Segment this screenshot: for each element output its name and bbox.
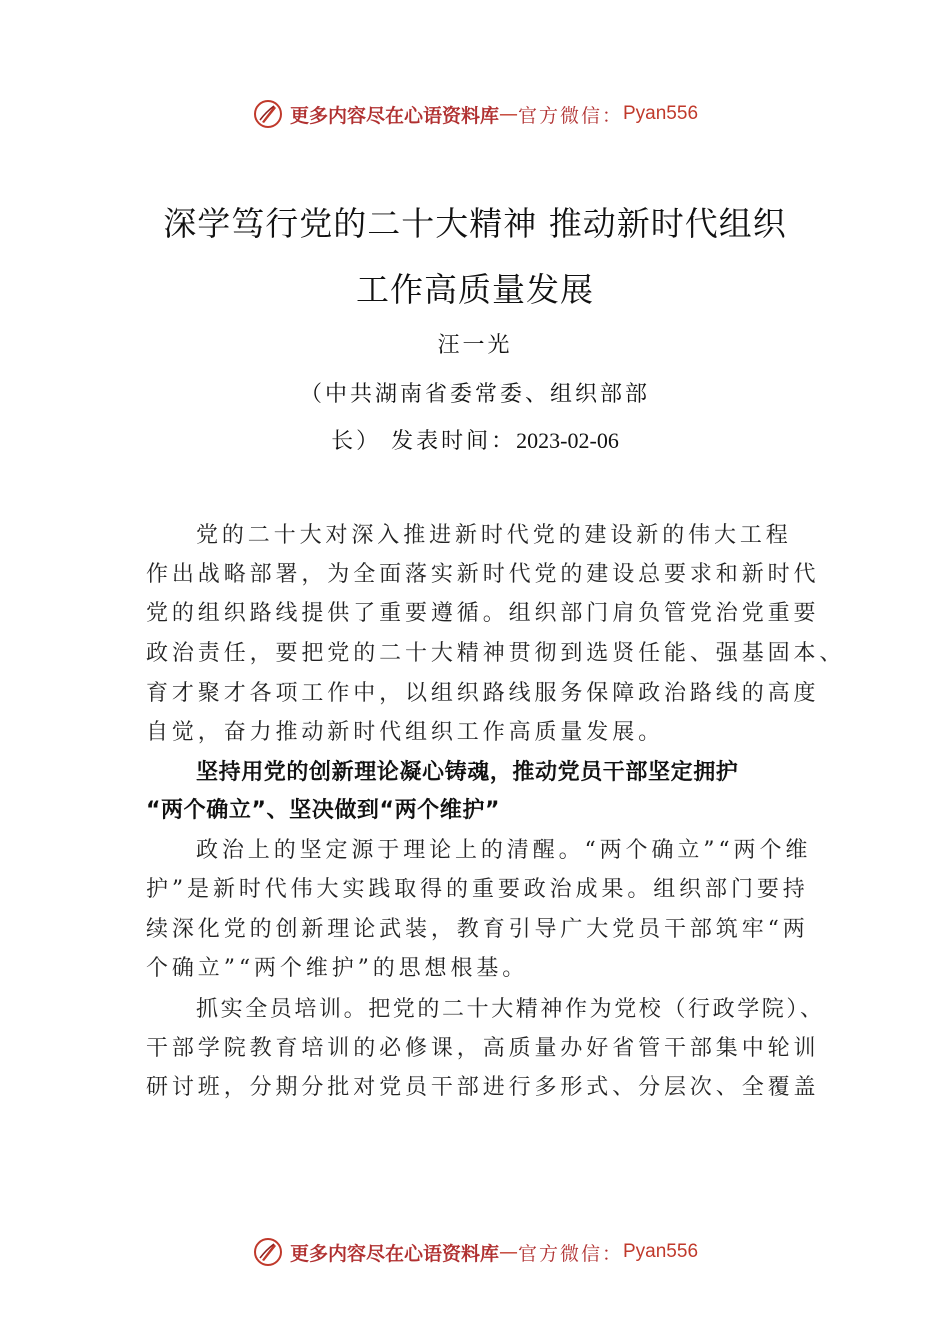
paragraph-1-line: 育才聚才各项工作中，以组织路线服务保障政治路线的高度 [146, 681, 820, 706]
wechat-id: Pyan556 [623, 103, 699, 124]
paragraph-1-line: 党的二十大对深入推进新时代党的建设新的伟大工程 [196, 523, 792, 548]
paragraph-2-line: 护”是新时代伟大实践取得的重要政治成果。组织部门要持 [146, 877, 809, 902]
affiliation-line-1: （中共湖南省委常委、组织部部 [299, 382, 650, 407]
section-heading-line: “两个确立”、坚决做到“两个维护” [146, 798, 501, 823]
publish-date: 2023-02-06 [516, 428, 619, 453]
affiliation-prefix: 长） 发表时间： [331, 429, 517, 454]
paragraph-2-line: 续深化党的创新理论武装，教育引导广大党员干部筑牢“两 [146, 917, 809, 942]
paragraph-1-line: 自觉，奋力推动新时代组织工作高质量发展。 [146, 720, 665, 745]
paragraph-1-line: 党的组织路线提供了重要遵循。组织部门肩负管党治党重要 [146, 601, 820, 626]
affiliation-line-2 [0, 424, 950, 455]
banner-dash: — [498, 1241, 518, 1263]
promo-text: 更多内容尽在心语资料库 [289, 104, 499, 127]
quill-logo-icon [252, 1236, 284, 1268]
article-title-line-2: 工作高质量发展 [356, 270, 594, 309]
paragraph-2-line: 政治上的坚定源于理论上的清醒。“两个确立”“两个维 [196, 838, 812, 863]
wechat-id: Pyan556 [623, 1241, 699, 1262]
author-name: 汪一光 [437, 333, 513, 358]
header-watermark [0, 94, 950, 134]
paragraph-1-line: 作出战略部署，为全面落实新时代党的建设总要求和新时代 [146, 562, 820, 587]
banner-dash: — [498, 103, 518, 125]
quill-logo-icon [252, 98, 284, 130]
article-title-line-1: 深学笃行党的二十大精神 推动新时代组织 [163, 204, 787, 243]
paragraph-1-line: 政治责任，要把党的二十大精神贯彻到选贤任能、强基固本、 [146, 641, 846, 666]
paragraph-3-line: 干部学院教育培训的必修课，高质量办好省管干部集中轮训 [146, 1036, 820, 1061]
footer-watermark [0, 1232, 950, 1272]
paragraph-3-line: 研讨班，分期分批对党员干部进行多形式、分层次、全覆盖 [146, 1075, 820, 1100]
paragraph-2-line: 个确立”“两个维护”的思想根基。 [146, 956, 529, 981]
wechat-label: 官方微信： [517, 1242, 623, 1265]
section-heading-line: 坚持用党的创新理论凝心铸魂，推动党员干部坚定拥护 [196, 760, 739, 785]
paragraph-3-line: 抓实全员培训。把党的二十大精神作为党校（行政学院）、 [196, 997, 825, 1022]
promo-text: 更多内容尽在心语资料库 [289, 1242, 499, 1265]
wechat-label: 官方微信： [517, 104, 623, 127]
